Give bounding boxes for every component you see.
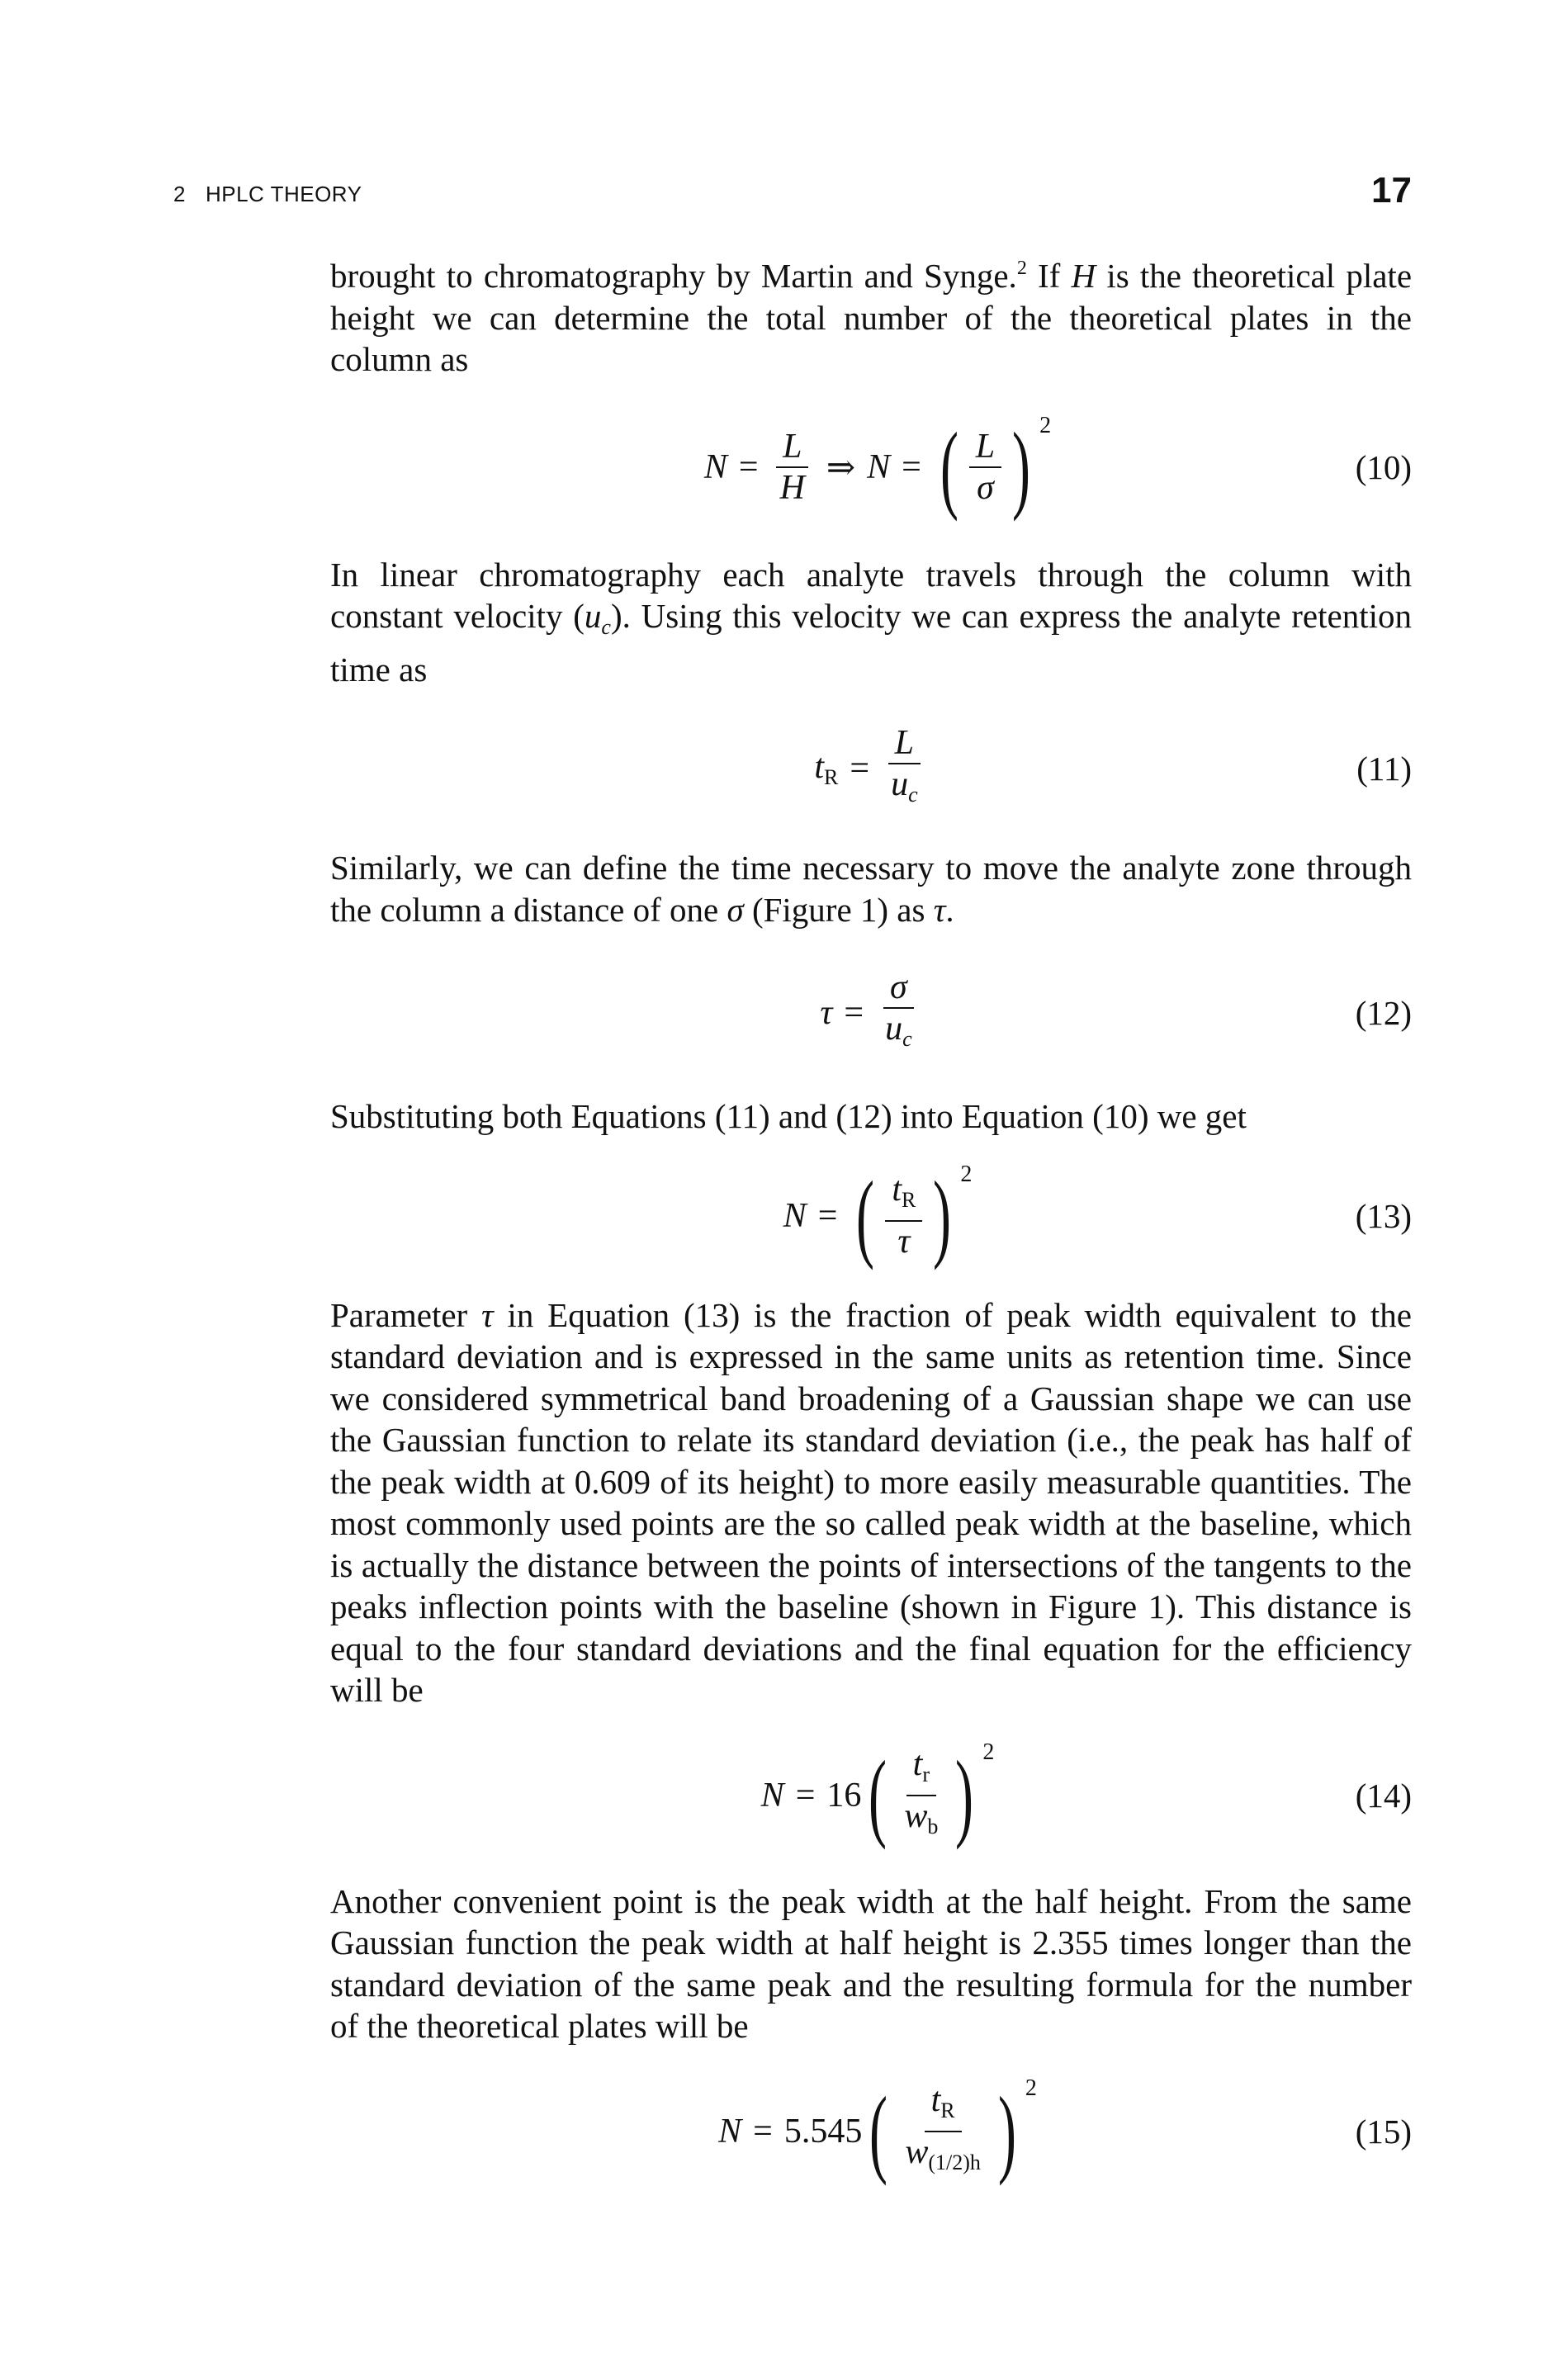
- equation-number: (15): [1355, 2113, 1412, 2151]
- left-paren: (: [856, 1160, 875, 1270]
- inline-subscript: c: [601, 615, 611, 639]
- symbol: t: [930, 2081, 941, 2119]
- paragraph-6: Another convenient point is the peak width at the half height. From the same Gaussian function the peak width at half height is 2.355 times longer than the standard deviation of the same peak and the resulting formula for the number of the theoretical plates will be: [330, 1881, 1412, 2045]
- equation-number: (14): [1355, 1777, 1412, 1815]
- fraction: [897, 1744, 944, 1847]
- equals-sign: =: [850, 750, 870, 788]
- implies-arrow: ⇒: [826, 448, 856, 487]
- text: .: [945, 890, 954, 929]
- equation-number: (10): [1355, 447, 1412, 486]
- exponent: 2: [1039, 412, 1052, 438]
- fraction: [969, 427, 1001, 508]
- symbol: t: [892, 1171, 902, 1209]
- symbol: u: [885, 1009, 903, 1048]
- subscript: R: [824, 765, 839, 789]
- subscript: r: [922, 1763, 930, 1786]
- denominator: [878, 1009, 919, 1059]
- subscript: (1/2)h: [928, 2151, 981, 2174]
- denominator: [884, 764, 925, 815]
- exponent: 2: [1025, 2075, 1037, 2101]
- text: ). Using this velocity we can express the analyte retention time as: [330, 597, 1413, 688]
- text: Similarly, we can define the time necessary to move the analyte zone through the column a distance of one: [330, 849, 1412, 929]
- equation-10: [330, 381, 1412, 554]
- fraction: [878, 968, 919, 1059]
- equals-sign: =: [817, 1196, 838, 1235]
- exponent: 2: [982, 1739, 995, 1765]
- symbol: w: [904, 1797, 928, 1835]
- eq10-lhs2: N: [867, 447, 891, 486]
- equation-14: [330, 1711, 1412, 1881]
- numerator: L: [969, 427, 1001, 468]
- eq13-lhs: N: [783, 1196, 807, 1235]
- text: in Equation (13) is the fraction of peak width equivalent to the standard deviation and is expressed in the same units as retention time. Since we considered symmetrical band broadening of a Gaussian shape we can use the Gaussian function to relate its standard deviation (i.e., the peak has half of the peak width at 0.609 of its height) to more easily measurable quantities. The most commonly used points are the so called peak width at the baseline, which is actually the distance between the points of intersections of the tangents to the peaks inflection points with the baseline (shown in Figure 1). This distance is equal to the four standard deviations and the final equation for the efficiency will be: [330, 1295, 1412, 1709]
- equals-sign: =: [753, 2113, 773, 2151]
- numerator: L: [888, 723, 921, 764]
- equals-sign: =: [738, 447, 759, 486]
- paragraph-2: [330, 554, 1412, 691]
- text: is the theoretical plate height we can determine the total number of the theoretical plates in the column as: [330, 257, 1413, 378]
- exponent: 2: [960, 1161, 973, 1187]
- eq14-lhs: N: [760, 1777, 784, 1815]
- denominator: σ: [977, 468, 994, 507]
- numerator: σ: [883, 968, 914, 1009]
- symbol: u: [891, 764, 909, 803]
- paragraph-3: [330, 847, 1412, 930]
- equation-11: [330, 690, 1412, 847]
- subscript: b: [927, 1815, 939, 1838]
- eq12-lhs: τ: [820, 994, 833, 1032]
- paragraph-1: [330, 248, 1412, 381]
- right-paren: ): [997, 2076, 1016, 2186]
- left-paren: (: [869, 1740, 888, 1850]
- equation-number: (11): [1356, 750, 1412, 788]
- equation-number: (13): [1355, 1196, 1412, 1235]
- equation-15: [330, 2047, 1412, 2217]
- equals-sign: =: [844, 994, 864, 1032]
- inline-variable: τ: [933, 890, 946, 929]
- eq10-lhs: N: [703, 447, 727, 486]
- fraction: [774, 427, 812, 508]
- fraction: [898, 2080, 987, 2183]
- reference-marker: 2: [1016, 258, 1027, 279]
- denominator: [898, 2132, 987, 2183]
- inline-variable: τ: [480, 1295, 494, 1334]
- fraction: [884, 723, 925, 815]
- paragraph-5: [330, 1294, 1412, 1711]
- parenthesized-fraction: [861, 1739, 995, 1850]
- page-body: [330, 248, 1412, 2217]
- denominator: H: [779, 468, 805, 507]
- text: brought to chromatography by Martin and Synge.: [330, 257, 1017, 295]
- subscript: R: [940, 2098, 955, 2122]
- text: In linear chromatography each analyte travels through the column with constant velocity (: [330, 555, 1412, 635]
- text: Parameter: [330, 1295, 481, 1334]
- eq15-lhs: N: [718, 2113, 742, 2151]
- symbol: w: [905, 2133, 929, 2171]
- right-paren: ): [933, 1160, 952, 1270]
- left-paren: (: [940, 411, 958, 522]
- page-number: 17: [1371, 170, 1412, 211]
- text: If: [1026, 257, 1072, 295]
- equals-sign: =: [795, 1777, 816, 1815]
- symbol: t: [814, 748, 825, 786]
- parenthesized-fraction: [862, 2075, 1037, 2186]
- denominator: [897, 1796, 944, 1847]
- text: (Figure 1) as: [743, 890, 934, 929]
- equation-13: [330, 1138, 1412, 1294]
- subscript: R: [902, 1188, 916, 1212]
- right-paren: ): [955, 1740, 974, 1850]
- numerator: [925, 2080, 962, 2132]
- coefficient: 16: [826, 1777, 862, 1815]
- numerator: [885, 1170, 922, 1222]
- numerator: L: [776, 427, 808, 468]
- equals-sign: =: [902, 447, 921, 486]
- left-paren: (: [869, 2076, 888, 2186]
- coefficient: 5.545: [783, 2113, 863, 2151]
- symbol: t: [912, 1745, 923, 1783]
- equation-number: (12): [1355, 994, 1412, 1032]
- eq11-lhs: [814, 747, 838, 790]
- paragraph-4: Substituting both Equations (11) and (12) into Equation (10) we get: [330, 1097, 1247, 1135]
- inline-variable: u: [584, 597, 602, 635]
- parenthesized-fraction: [933, 411, 1052, 522]
- running-head: [173, 182, 362, 207]
- fraction: [885, 1170, 922, 1261]
- numerator: [906, 1744, 936, 1796]
- inline-variable: H: [1071, 257, 1096, 295]
- subscript: c: [908, 782, 918, 807]
- equation-12: [330, 930, 1412, 1095]
- page-header: [173, 170, 1412, 220]
- section-title: HPLC THEORY: [205, 182, 362, 206]
- right-paren: ): [1012, 411, 1031, 522]
- section-number: 2: [173, 182, 186, 206]
- parenthesized-fraction: [849, 1160, 973, 1270]
- subscript: c: [902, 1026, 912, 1051]
- inline-variable: σ: [727, 890, 744, 929]
- denominator: τ: [897, 1223, 911, 1261]
